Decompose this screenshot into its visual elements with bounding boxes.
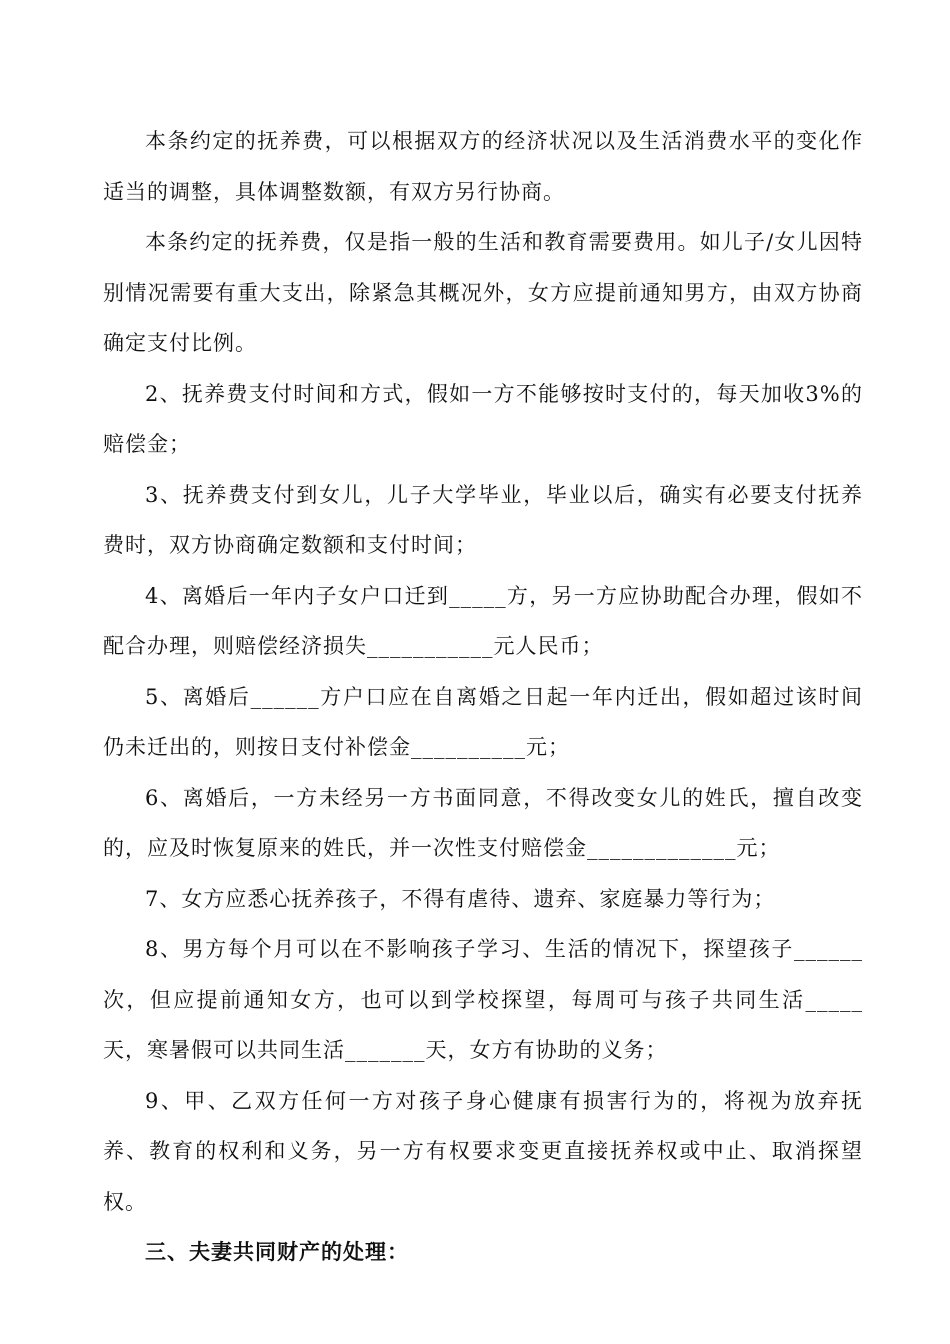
paragraph-alimony-adjustment: 本条约定的抚养费，可以根据双方的经济状况以及生活消费水平的变化作适当的调整，具体调整数额，有双方另行协商。 — [103, 129, 863, 204]
paragraph-item-9: 9、甲、乙双方任何一方对孩子身心健康有损害行为的，将视为放弃抚养、教育的权利和义务，另一方有权要求变更直接抚养权或中止、取消探望权。 — [103, 1088, 863, 1214]
paragraph-item-8: 8、男方每个月可以在不影响孩子学习、生活的情况下，探望孩子______次，但应提前通知女方，也可以到学校探望，每周可与孩子共同生活_____天，寒暑假可以共同生活_______天，女方有协助的义务； — [103, 937, 863, 1062]
section-heading: 三、夫妻共同财产的处理： — [145, 1239, 409, 1264]
paragraph-item-4: 4、离婚后一年内子女户口迁到_____方，另一方应协助配合办理，假如不配合办理，则赔偿经济损失___________元人民币； — [103, 583, 863, 658]
paragraph-item-7: 7、女方应悉心抚养孩子，不得有虐待、遗弃、家庭暴力等行为； — [145, 886, 776, 911]
paragraph-item-5: 5、离婚后______方户口应在自离婚之日起一年内迁出，假如超过该时间仍未迁出的，则按日支付补偿金__________元； — [103, 684, 863, 759]
document-body — [103, 116, 863, 1278]
paragraph-item-3: 3、抚养费支付到女儿，儿子大学毕业，毕业以后，确实有必要支付抚养费时，双方协商确定数额和支付时间； — [103, 482, 863, 557]
paragraph-item-2: 2、抚养费支付时间和方式，假如一方不能够按时支付的，每天加收3%的赔偿金； — [103, 381, 863, 456]
paragraph-item-6: 6、离婚后，一方未经另一方书面同意，不得改变女儿的姓氏，擅自改变的，应及时恢复原来的姓氏，并一次性支付赔偿金_____________元； — [103, 785, 863, 860]
paragraph-alimony-scope: 本条约定的抚养费，仅是指一般的生活和教育需要费用。如儿子/女儿因特别情况需要有重大支出，除紧急其概况外，女方应提前通知男方，由双方协商确定支付比例。 — [103, 230, 863, 355]
